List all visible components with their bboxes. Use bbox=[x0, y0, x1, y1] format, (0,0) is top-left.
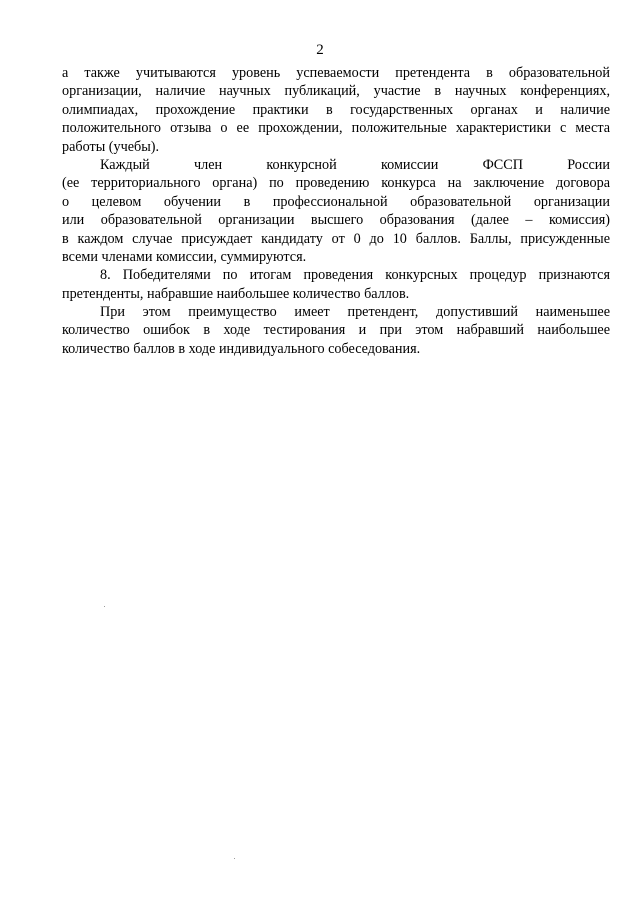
scan-speck bbox=[234, 858, 235, 859]
text-line: При этом преимущество имеет претендент, допустивший наименьшее bbox=[100, 304, 610, 321]
text-line: или образовательной организации высшего образования (далее – комиссия) bbox=[62, 212, 610, 229]
text-line: количество ошибок в ходе тестирования и при этом набравший наибольшее bbox=[62, 322, 610, 339]
text-line: а также учитываются уровень успеваемости претендента в образовательной bbox=[62, 65, 610, 81]
paragraph-advantage bbox=[62, 303, 610, 358]
text-line: всеми членами комиссии, суммируются. bbox=[62, 248, 307, 265]
scan-speck bbox=[104, 606, 105, 607]
text-line: 8. Победителями по итогам проведения конкурсных процедур признаются bbox=[100, 267, 610, 284]
text-line: олимпиадах, прохождение практики в государственных органах и наличие bbox=[62, 101, 610, 118]
text-line: Каждый член конкурсной комиссии ФССП России bbox=[100, 156, 610, 173]
paragraph-continuation bbox=[62, 64, 610, 156]
text-line: количество баллов в ходе индивидуального собеседования. bbox=[62, 340, 421, 357]
text-line: в каждом случае присуждает кандидату от 0 до 10 баллов. Баллы, присужденные bbox=[62, 230, 610, 247]
paragraph-commission-scoring bbox=[62, 156, 610, 266]
text-line: (ее территориального органа) по проведению конкурса на заключение договора bbox=[62, 175, 610, 192]
text-line: претенденты, набравшие наибольшее количество баллов. bbox=[62, 285, 410, 302]
text-line: положительного отзыва о ее прохождении, положительные характеристики с места bbox=[62, 120, 610, 137]
text-line: о целевом обучении в профессиональной образовательной организации bbox=[62, 193, 610, 210]
text-line: организации, наличие научных публикаций, участие в научных конференциях, bbox=[62, 83, 610, 100]
document-body bbox=[62, 64, 610, 358]
paragraph-item-8 bbox=[62, 266, 610, 303]
text-line: работы (учебы). bbox=[62, 138, 160, 155]
page-number: 2 bbox=[316, 42, 324, 58]
